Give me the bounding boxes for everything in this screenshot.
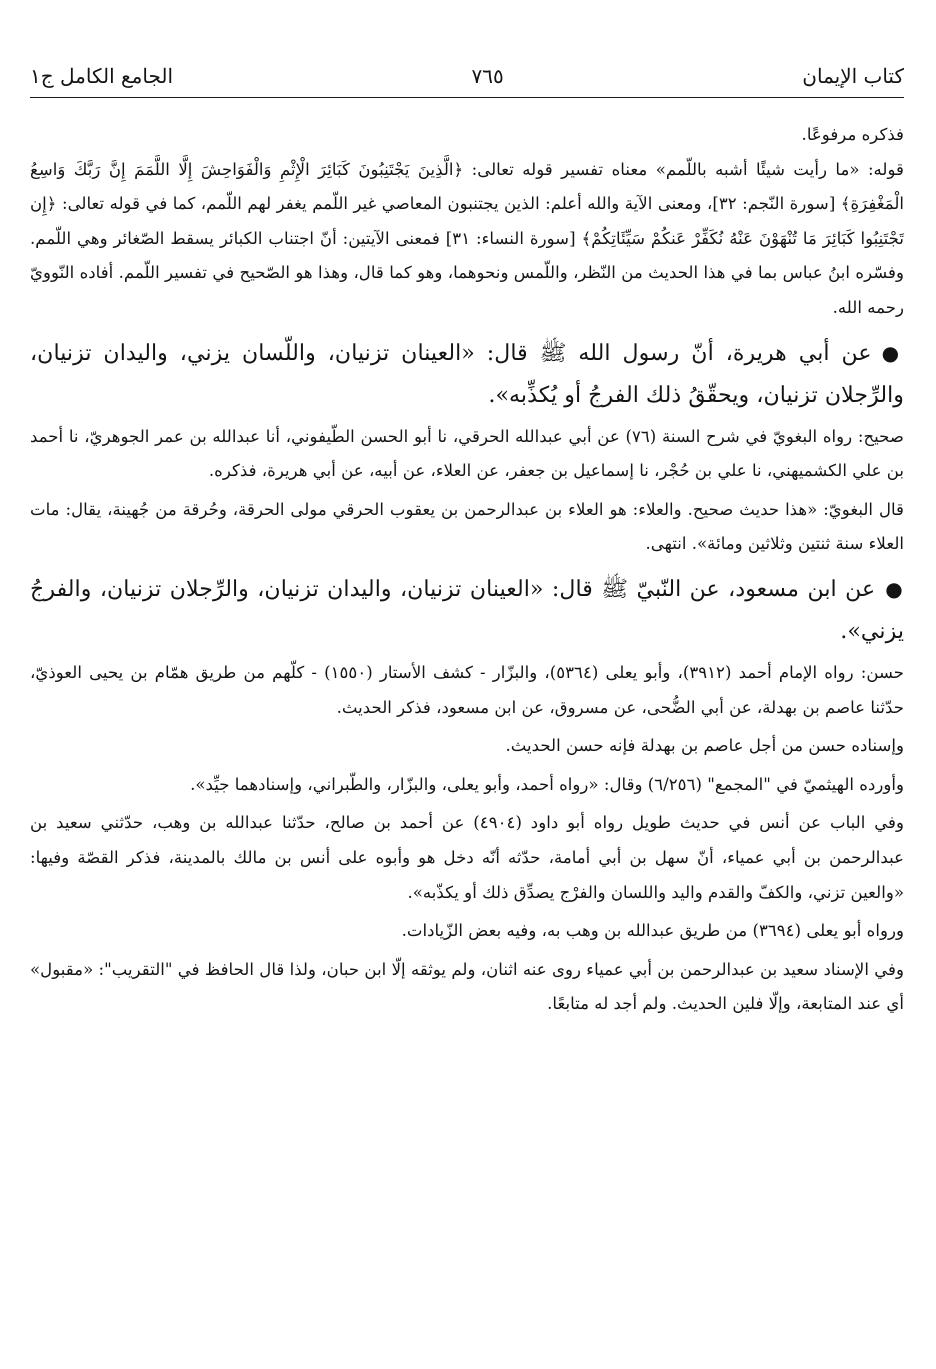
- bullet-icon: ●: [885, 576, 904, 601]
- paragraph-isnad: وإسناده حسن من أجل عاصم بن بهدلة فإنه حسن الحديث.: [505, 736, 904, 756]
- paragraph-lamam-commentary: قوله: «ما رأيت شيئًا أشبه باللّمم» معناه تفسير قوله تعالى: ﴿الَّذِينَ يَجْتَنِبُونَ كَبَائِرَ الْإِثْمِ وَالْفَوَاحِشَ إِلَّا اللَّمَمَ إِنَّ رَبَّكَ وَاسِعُ الْمَغْفِرَةِ﴾ [سورة النّجم: ٣٢]، ومعنى الآية والله أعلم: الذين يجتنبون المعاصي غير اللّمم يغفر لهم اللّمم، كما في قوله تعالى: ﴿إِن تَجْتَنِبُوا كَبَائِرَ مَا تُنْهَوْنَ عَنْهُ نُكَفِّرْ عَنكُمْ سَيِّئَاتِكُمْ﴾ [سورة النساء: ٣١] فمعنى الآيتين: أنّ اجتناب الكبائر يسقط الصّغائر وهي اللّمم. وفسّره ابنُ عباس بما في هذا الحديث من النّظر، واللّمس ونحوهما، وهو كما قال، وهذا هو الصّحيح في تفسير اللّمم. أفاده النّوويّ رحمه الله.: [30, 159, 904, 317]
- paragraph-narrator-note: وفي الإسناد سعيد بن عبدالرحمن بن أبي عمياء روى عنه اثنان، ولم يوثقه إلّا ابن حبان، ولذا قال الحافظ في "التقريب": «مقبول» أي عند المتابعة، وإلّا فلين الحديث. ولم أجد له متابعًا.: [30, 959, 904, 1014]
- header-rule: [30, 97, 904, 98]
- paragraph-anas: وفي الباب عن أنس في حديث طويل رواه أبو داود (٤٩٠٤) عن أحمد بن صالح، حدّثنا عبدالله بن وهب، حدّثني سعيد بن عبدالرحمن بن أبي عمياء، أنّ سهل بن أبي أمامة، حدّثه أنّه دخل هو وأبوه على أنس بن مالك بالمدينة، فذكر القصّة وفيها: «والعين تزني، والكفّ والقدم واليد واللسان والفرْج يصدِّق ذلك أو يكذّبه».: [30, 813, 904, 902]
- paragraph-takhrij-hasan: حسن: رواه الإمام أحمد (٣٩١٢)، وأبو يعلى (٥٣٦٤)، والبزّار - كشف الأستار (١٥٥٠) - كلّهم من طريق همّام بن يحيى العوذيّ، حدّثنا عاصم بن بهدلة، عن أبي الضُّحى، عن مسروق، عن ابن مسعود، فذكر الحديث.: [30, 662, 905, 717]
- page-body: [30, 118, 904, 1022]
- hadith-text: عن ابن مسعود، عن النّبيّ ﷺ قال: «العينان تزنيان، واليدان تزنيان، والرِّجلان تزنيان، والفرجُ يزني».: [30, 575, 904, 644]
- paragraph-abu-yala: ورواه أبو يعلى (٣٦٩٤) من طريق عبدالله بن وهب به، وفيه بعض الزّيادات.: [401, 921, 904, 941]
- hadith-ibn-masud: [30, 568, 904, 652]
- hadith-abu-hurayra: [30, 332, 904, 416]
- page-number: ٧٦٥: [471, 64, 504, 88]
- paragraph-haythami: وأورده الهيثميّ في "المجمع" (٦/٢٥٦) وقال: «رواه أحمد، وأبو يعلى، والبزّار، والطّبراني، وإسنادهما جيِّد».: [190, 774, 904, 794]
- book-section-title: كتاب الإيمان: [802, 64, 904, 88]
- hadith-text: عن أبي هريرة، أنّ رسول الله ﷺ قال: «العينان تزنيان، واللّسان يزني، واليدان تزنيان، والرِّجلان تزنيان، ويحقّقُ ذلك الفرجُ أو يُكذِّبه».: [30, 339, 904, 408]
- paragraph-takhrij-sahih: صحيح: رواه البغويّ في شرح السنة (٧٦) عن أبي عبدالله الحرقي، نا أبو الحسن الطّيفوني، أنا عبدالله بن عمر الجوهريّ، نا أحمد بن علي الكشميهني، نا علي بن حُجْر، نا إسماعيل بن جعفر، عن العلاء، عن أبيه، عن أبي هريرة، فذكره.: [30, 426, 904, 481]
- bullet-icon: ●: [881, 340, 905, 365]
- paragraph-intro: فذكره مرفوعًا.: [801, 125, 904, 144]
- book-title: الجامع الكامل ج١: [30, 64, 174, 88]
- paragraph-baghawi: قال البغويّ: «هذا حديث صحيح. والعلاء: هو العلاء بن عبدالرحمن بن يعقوب الحرقي مولى الحرقة، وحُرقة من جُهينة، يقال: مات العلاء سنة ثنتين وثلاثين ومائة». انتهى.: [30, 499, 904, 554]
- page-header: [30, 58, 904, 94]
